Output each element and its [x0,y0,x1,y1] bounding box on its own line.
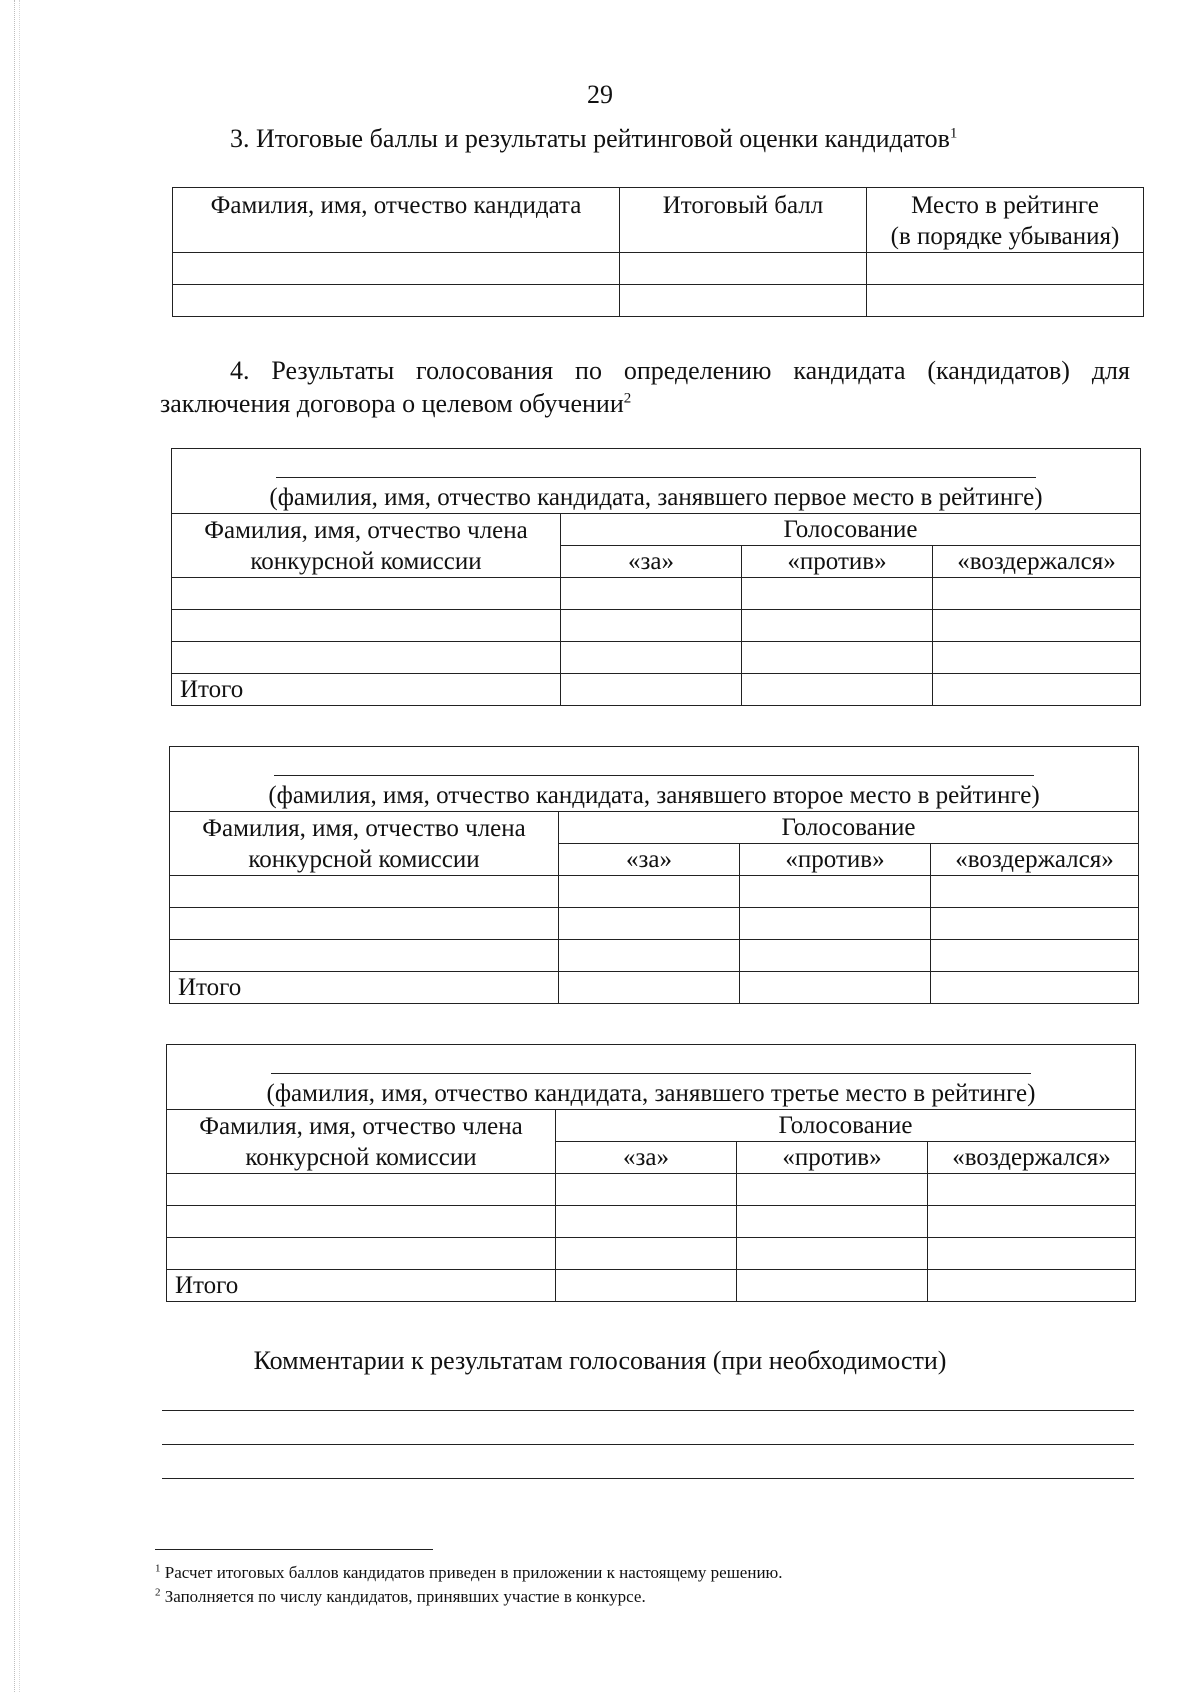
table-row [170,908,1139,940]
vote-header-vozderzhalsya: «воздержался» [933,546,1141,578]
za-cell[interactable] [556,1206,737,1238]
voting-header: Голосование [556,1110,1136,1142]
protiv-cell[interactable] [737,1206,928,1238]
footnote-ref-2: 2 [623,390,632,407]
member-cell[interactable] [172,642,561,674]
vote-header-za: «за» [561,546,742,578]
total-vozderzhalsya-cell[interactable] [933,674,1141,706]
vozderzhalsya-cell[interactable] [931,908,1139,940]
candidate-name-line [274,775,1034,776]
comments-title: Комментарии к результатам голосования (при необходимости) [253,1346,947,1375]
vote-header-vozderzhalsya: «воздержался» [928,1142,1136,1174]
page-number: 29 [587,80,613,109]
member-header-line2: конкурсной комиссии [250,547,482,575]
section4-title [160,354,1130,420]
section4-line2-text: заключения договора о целевом обучении [160,389,624,418]
member-cell[interactable] [172,578,561,610]
vozderzhalsya-cell[interactable] [931,876,1139,908]
candidate-row [170,747,1139,812]
member-header-line1: Фамилия, имя, отчество члена [202,814,526,842]
rating-header-place [867,188,1144,253]
za-cell[interactable] [559,908,740,940]
rating-cell-candidate[interactable] [173,285,620,317]
vozderzhalsya-cell[interactable] [928,1174,1136,1206]
vote-header-vozderzhalsya: «воздержался» [931,844,1139,876]
za-cell[interactable] [556,1174,737,1206]
vote-header-protiv: «против» [740,844,931,876]
rating-header-candidate: Фамилия, имя, отчество кандидата [173,188,620,253]
section3-title [230,124,957,154]
vozderzhalsya-cell[interactable] [933,642,1141,674]
total-za-cell[interactable] [556,1270,737,1302]
vozderzhalsya-cell[interactable] [928,1206,1136,1238]
rating-cell-score[interactable] [620,285,867,317]
member-header-line2: конкурсной комиссии [248,845,480,873]
rating-table-header-row [173,188,1144,253]
vozderzhalsya-cell[interactable] [928,1238,1136,1270]
section4-line1: 4. Результаты голосования по определению кандидата (кандидатов) для [230,356,1130,385]
vozderzhalsya-cell[interactable] [933,610,1141,642]
vote-header-za: «за» [556,1142,737,1174]
candidate-name-line [276,477,1036,478]
table-row [170,940,1139,972]
member-header [170,812,559,876]
table-row [172,578,1141,610]
table-row [172,610,1141,642]
vozderzhalsya-cell[interactable] [931,940,1139,972]
total-label: Итого [167,1270,556,1302]
total-protiv-cell[interactable] [737,1270,928,1302]
za-cell[interactable] [561,610,742,642]
table-row [167,1206,1136,1238]
member-cell[interactable] [167,1174,556,1206]
member-cell[interactable] [170,876,559,908]
member-cell[interactable] [167,1206,556,1238]
table-row [173,285,1144,317]
vote-table-third-place [166,1044,1136,1302]
footnote-text-2: Заполняется по числу кандидатов, принявших участие в конкурсе. [164,1587,646,1606]
candidate-name-cell[interactable] [167,1045,1136,1110]
footnote-ref-1: 1 [949,125,958,142]
rating-cell-candidate[interactable] [173,253,620,285]
total-za-cell[interactable] [561,674,742,706]
vote-header-row [170,812,1139,844]
member-header [172,514,561,578]
rating-cell-place[interactable] [867,253,1144,285]
footnote-mark-1: 1 [155,1562,161,1575]
voting-header: Голосование [561,514,1141,546]
protiv-cell[interactable] [740,940,931,972]
rating-cell-place[interactable] [867,285,1144,317]
za-cell[interactable] [559,876,740,908]
za-cell[interactable] [561,642,742,674]
candidate-row [167,1045,1136,1110]
total-vozderzhalsya-cell[interactable] [931,972,1139,1004]
scan-edge-artifact [14,0,20,1692]
member-header-line1: Фамилия, имя, отчество члена [199,1112,523,1140]
vozderzhalsya-cell[interactable] [933,578,1141,610]
protiv-cell[interactable] [742,578,933,610]
total-row [172,674,1141,706]
member-header-line2: конкурсной комиссии [245,1143,477,1171]
member-header-line1: Фамилия, имя, отчество члена [204,516,528,544]
candidate-caption: (фамилия, имя, отчество кандидата, занявшего второе место в рейтинге) [268,782,1040,809]
protiv-cell[interactable] [742,642,933,674]
total-row [167,1270,1136,1302]
total-label: Итого [170,972,559,1004]
protiv-cell[interactable] [740,876,931,908]
comment-line[interactable] [162,1444,1134,1445]
protiv-cell[interactable] [740,908,931,940]
voting-header: Голосование [559,812,1139,844]
total-vozderzhalsya-cell[interactable] [928,1270,1136,1302]
table-row [170,876,1139,908]
protiv-cell[interactable] [737,1174,928,1206]
footnote-separator [155,1549,433,1550]
candidate-name-cell[interactable] [172,449,1141,514]
total-protiv-cell[interactable] [740,972,931,1004]
vote-table-first-place [171,448,1141,706]
protiv-cell[interactable] [742,610,933,642]
vote-header-za: «за» [559,844,740,876]
comment-line[interactable] [162,1410,1134,1411]
total-za-cell[interactable] [559,972,740,1004]
member-cell[interactable] [170,908,559,940]
rating-cell-score[interactable] [620,253,867,285]
footnote-mark-2: 2 [155,1586,161,1599]
footnote-text-1: Расчет итоговых баллов кандидатов приведен в приложении к настоящему решению. [164,1563,783,1582]
vote-header-protiv: «против» [742,546,933,578]
rating-header-place-line2: (в порядке убывания) [890,223,1120,250]
candidate-caption: (фамилия, имя, отчество кандидата, занявшего третье место в рейтинге) [266,1080,1036,1107]
table-row [167,1174,1136,1206]
vote-table-second-place [169,746,1139,1004]
table-row [172,642,1141,674]
za-cell[interactable] [561,578,742,610]
footnote-2 [155,1587,646,1607]
vote-header-protiv: «против» [737,1142,928,1174]
member-header [167,1110,556,1174]
candidate-name-line [271,1073,1031,1074]
candidate-row [172,449,1141,514]
za-cell[interactable] [559,940,740,972]
member-cell[interactable] [172,610,561,642]
member-cell[interactable] [170,940,559,972]
candidate-caption: (фамилия, имя, отчество кандидата, занявшего первое место в рейтинге) [269,484,1043,511]
member-cell[interactable] [167,1238,556,1270]
comment-line[interactable] [162,1478,1134,1479]
table-row [173,253,1144,285]
section4-line2 [160,387,1130,420]
rating-header-score: Итоговый балл [620,188,867,253]
rating-header-place-line1: Место в рейтинге [911,192,1099,219]
vote-header-row [167,1110,1136,1142]
protiv-cell[interactable] [737,1238,928,1270]
footnote-1 [155,1563,783,1583]
candidate-name-cell[interactable] [170,747,1139,812]
total-row [170,972,1139,1004]
table-row [167,1238,1136,1270]
vote-header-row [172,514,1141,546]
total-label: Итого [172,674,561,706]
za-cell[interactable] [556,1238,737,1270]
total-protiv-cell[interactable] [742,674,933,706]
section3-title-text: 3. Итоговые баллы и результаты рейтинговой оценки кандидатов [230,124,950,153]
rating-results-table [172,187,1144,317]
